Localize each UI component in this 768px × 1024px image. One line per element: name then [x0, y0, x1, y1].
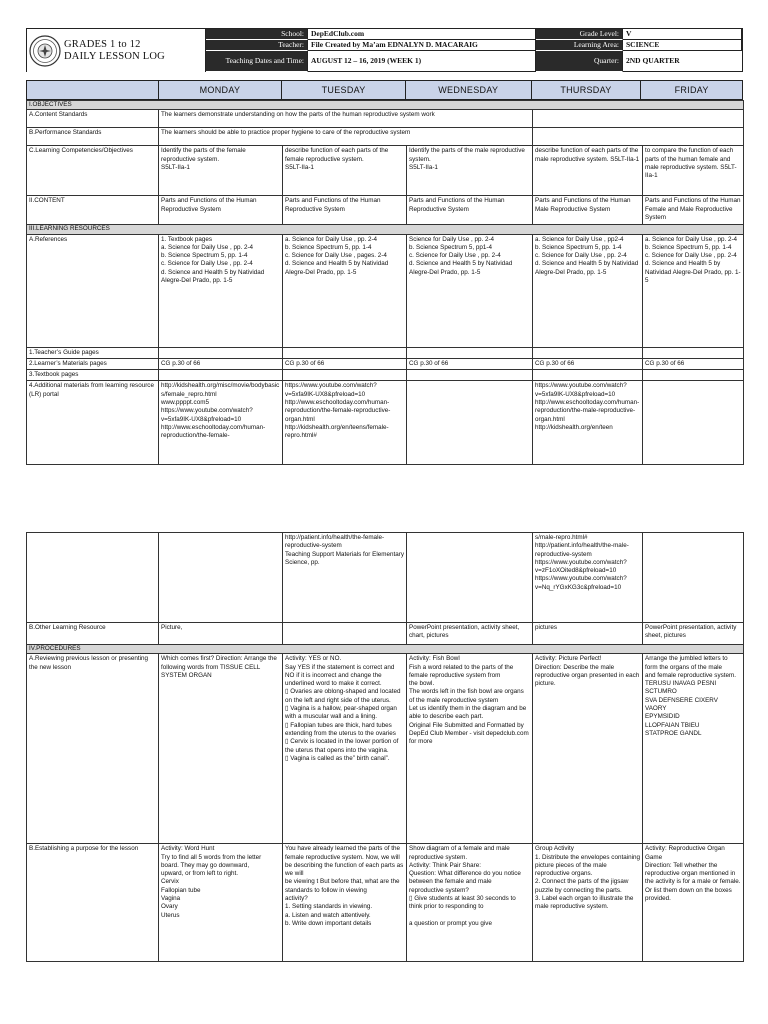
row-label: A.References: [27, 234, 159, 347]
row-label: B.Performance Standards: [27, 128, 159, 146]
document-header: [26, 28, 743, 72]
grade-value: V: [623, 29, 742, 40]
header-fields: [206, 29, 742, 72]
table-cell: a. Science for Daily Use , pp. 2-4 b. Science Spectrum 5, pp. 1-4 c. Science for Daily Use , pages. 2-4 d. Science and Health 5 by Natividad Alegre-Del Prado, pp. 1-5: [283, 234, 407, 347]
teacher-value: File Created by Ma’am EDNALYN D. MACARAIG: [308, 40, 536, 51]
table-cell: CG p.30 of 66: [643, 358, 744, 369]
table-cell: s/male-repro.html# http://patient.info/health/the-male-reproductive-system https://www.youtube.com/watch?v=zF1oXOited8&pfreload=10 https://www.youtube.com/watch?v=Nq_rYGxKG3c&pfreload=10: [533, 533, 643, 623]
row-label: B.Other Learning Resource: [27, 623, 159, 645]
table-cell: [159, 347, 283, 358]
table-cell: PowerPoint presentation, activity sheet, pictures: [643, 623, 744, 645]
day-header-row: [26, 80, 743, 100]
table-cell: Picture,: [159, 623, 283, 645]
teacher-label: Teacher:: [206, 40, 308, 51]
table-cell: Group Activity 1. Distribute the envelopes containing picture pieces of the male reproductive organs. 2. Connect the parts of the jigsaw puzzle by connecting the parts. 3. Label each organ to illustrate the male reproductive system.: [533, 844, 643, 962]
table-cell: Identify the parts of the female reproductive system. S5LT-IIa-1: [159, 146, 283, 196]
area-value: SCIENCE: [623, 40, 742, 51]
table-cell: Show diagram of a female and male reproductive system. Activity: Think Pair Share: Question: What difference do you notice between the female and male reproductive system? ▯ Give students at least 30 seconds to think prior to responding to a question or prompt you give: [407, 844, 533, 962]
section-learning-resources: III.LEARNING RESOURCES: [27, 225, 744, 234]
day-thursday: THURSDAY: [532, 81, 642, 99]
day-monday: MONDAY: [159, 81, 283, 99]
section-band: [27, 645, 744, 654]
table-row: [27, 381, 744, 465]
table-row: [27, 196, 744, 225]
table-cell: [283, 347, 407, 358]
table-cell: Science for Daily Use , pp. 2-4 b. Science Spectrum 5, pp1-4 c. Science for Daily Use , pp. 2-4 d. Science and Health 5 by Natividad Alegre-Del Prado, pp. 1-5: [407, 234, 533, 347]
table-cell: Which comes first? Direction: Arrange the following words from TISSUE CELL SYSTEM ORGAN: [159, 654, 283, 844]
performance-standards-text: The learners should be able to practice proper hygiene to care of the reproductive system: [159, 128, 533, 146]
table-cell: a. Science for Daily Use , pp. 2-4 b. Science Spectrum 5, pp. 1-4 c. Science for Daily Use , pp. 2-4 d. Science and Health 5 by Natividad Alegre-Del Prado, pp. 1-5: [643, 234, 744, 347]
table-row: [27, 654, 744, 844]
row-label: B.Establishing a purpose for the lesson: [27, 844, 159, 962]
table-row: [27, 358, 744, 369]
table-cell: Activity: YES or NO. Say YES if the statement is correct and NO if it is incorrect and change the underlined word to make it correct. ▯ Ovaries are oblong-shaped and located on the left and right side of the uterus. ▯ Vagina is a hallow, pear-shaped organ with a muscular wall and a lining. ▯ Fallopian tubes are thick, hard tubes extending from the uterus to the ovaries ▯ Cervix is located in the lower portion of the uterus that opens into the vagina. ▯ Vagina is called as the” birth canal”.: [283, 654, 407, 844]
table-cell: CG p.30 of 66: [159, 358, 283, 369]
table-cell: [159, 533, 283, 623]
table-row: [27, 623, 744, 645]
day-friday: FRIDAY: [641, 81, 742, 99]
lesson-table-page-1: [26, 100, 744, 465]
table-cell: describe function of each parts of the male reproductive system. S5LT-IIa-1: [533, 146, 643, 196]
sheet-page-2: [26, 532, 743, 962]
table-cell: Activity: Fish Bowl Fish a word related to the parts of the female reproductive system from the bowl. The words left in the fish bowl are organs of the male reproductive system Let us identify them in the diagram and be able to describe each part. Original File Submitted and Formatted by DepEd Club Member - visit depedclub.com for more: [407, 654, 533, 844]
row-label: C.Learning Competencies/Objectives: [27, 146, 159, 196]
table-row: [27, 128, 744, 146]
table-cell: Parts and Functions of the Human Reproductive System: [283, 196, 407, 225]
deped-seal-icon: [29, 35, 61, 67]
day-tuesday: TUESDAY: [282, 81, 406, 99]
table-cell: http://kidshealth.org/misc/movie/bodybasics/female_repro.html www.ppppt.com5 https://www.youtube.com/watch?v=5xfa9IK-UX8&pfreload=10 http://www.eschooltoday.com/human-reproduction/the-female-: [159, 381, 283, 465]
table-row: [27, 234, 744, 347]
title-line-1: GRADES 1 to 12: [64, 38, 141, 50]
table-row: [27, 370, 744, 381]
table-cell: Arrange the jumbled letters to form the organs of the male and female reproductive system. TERUSU INAVAG PESNI SCTUMRO SVA DEFNSERE CIXERV VAORY EPYMSIDID LLOPFAIAN TBIEU STATPROE GANDL: [643, 654, 744, 844]
table-cell: [407, 347, 533, 358]
table-row: [27, 110, 744, 128]
table-cell: https://www.youtube.com/watch?v=5xfa9IK-UX8&pfreload=10 http://www.eschooltoday.com/human-reproduction/the-male-reproductive-organ.html http://kidshealth.org/en/teen: [533, 381, 643, 465]
table-cell: [533, 347, 643, 358]
area-label: Learning Area:: [536, 40, 623, 51]
table-cell: [643, 370, 744, 381]
table-row: [27, 844, 744, 962]
day-wednesday: WEDNESDAY: [406, 81, 532, 99]
table-cell: CG p.30 of 66: [533, 358, 643, 369]
row-label: A.Reviewing previous lesson or presenting the new lesson: [27, 654, 159, 844]
table-cell: Parts and Functions of the Human Reproductive System: [159, 196, 283, 225]
table-cell: You have already learned the parts of the female reproductive system. Now, we will be describing the function of each parts as we will be viewing t But before that, what are the standards to follow in viewing activity? 1. Setting standards in viewing. a. Listen and watch attentively. b. Write down important details: [283, 844, 407, 962]
table-cell: CG p.30 of 66: [283, 358, 407, 369]
content-standards-text: The learners demonstrate understanding on how the parts of the human reproductive system work: [159, 110, 533, 128]
table-cell: Activity: Reproductive Organ Game Direction: Tell whether the reproductive organ mentioned in the activity is for a male or female. Or list them down on the boxes provided.: [643, 844, 744, 962]
table-cell: Activity: Picture Perfect! Direction: Describe the male reproductive organ presented in each picture.: [533, 654, 643, 844]
table-cell: [407, 381, 533, 465]
table-row: [27, 146, 744, 196]
empty-cell: [533, 128, 744, 146]
table-row: [27, 347, 744, 358]
school-value: DepEdClub.com: [308, 29, 536, 40]
table-cell: [283, 370, 407, 381]
dates-value: AUGUST 12 – 16, 2019 (WEEK 1): [308, 51, 536, 72]
section-procedures: IV.PROCEDURES: [27, 645, 744, 654]
day-header-blank: [27, 81, 159, 99]
table-cell: [643, 533, 744, 623]
table-cell: Parts and Functions of the Human Female and Male Reproductive System: [643, 196, 744, 225]
table-cell: [533, 370, 643, 381]
table-cell: Parts and Functions of the Human Reproductive System: [407, 196, 533, 225]
table-cell: PowerPoint presentation, activity sheet, chart, pictures: [407, 623, 533, 645]
empty-cell: [533, 110, 744, 128]
table-cell: http://patient.info/health/the-female-reproductive-system Teaching Support Materials for Elementary Science, pp.: [283, 533, 407, 623]
sheet-page-1: [26, 28, 743, 465]
row-label: 3.Textbook pages: [27, 370, 159, 381]
table-cell: [159, 370, 283, 381]
dates-label: Teaching Dates and Time:: [206, 51, 308, 72]
row-label: 4.Additional materials from learning resource (LR) portal: [27, 381, 159, 465]
row-label: 1.Teacher’s Guide pages: [27, 347, 159, 358]
table-cell: a. Science for Daily Use , pp2-4 b. Science Spectrum 5, pp. 1-4 c. Science for Daily Use , pp. 2-4 d. Science and Health 5 by Natividad Alegre-Del Prado, pp. 1-5: [533, 234, 643, 347]
table-cell: CG p.30 of 66: [407, 358, 533, 369]
row-label: [27, 533, 159, 623]
table-cell: Identify the parts of the male reproductive system. S5LT-IIa-1: [407, 146, 533, 196]
table-row: [27, 533, 744, 623]
table-cell: https://www.youtube.com/watch?v=5xfa9IK-UX8&pfreload=10 http://www.eschooltoday.com/human-reproduction/the-female-reproductive-organ.html http://kidshealth.org/en/teens/female-repro.html#: [283, 381, 407, 465]
section-band: [27, 101, 744, 110]
table-cell: [643, 347, 744, 358]
school-label: School:: [206, 29, 308, 40]
table-cell: [283, 623, 407, 645]
table-cell: Parts and Functions of the Human Male Reproductive System: [533, 196, 643, 225]
table-cell: 1. Textbook pages a. Science for Daily Use , pp. 2-4 b. Science Spectrum 5, pp. 1-4 c. Science for Daily Use , pp. 2-4 d. Science and Health 5 by Natividad Alegre-Del Prado, pp. 1-5: [159, 234, 283, 347]
table-cell: [407, 533, 533, 623]
table-cell: pictures: [533, 623, 643, 645]
quarter-value: 2ND QUARTER: [623, 51, 742, 72]
row-label: 2.Learner’s Materials pages: [27, 358, 159, 369]
header-brand: [27, 29, 206, 72]
table-cell: to compare the function of each parts of the human female and male reproductive system. S5LT-IIa-1: [643, 146, 744, 196]
table-cell: [407, 370, 533, 381]
row-label: II.CONTENT: [27, 196, 159, 225]
table-cell: [643, 381, 744, 465]
document-title: [64, 39, 165, 63]
table-cell: describe function of each parts of the female reproductive system. S5LT-IIa-1: [283, 146, 407, 196]
row-label: A.Content Standards: [27, 110, 159, 128]
title-line-2: DAILY LESSON LOG: [64, 50, 165, 62]
table-cell: Activity: Word Hunt Try to find all 5 words from the letter board. They may go downward, upward, or from left to right. Cervix Fallopian tube Vagina Ovary Uterus: [159, 844, 283, 962]
quarter-label: Quarter:: [536, 51, 623, 72]
section-objectives: I.OBJECTIVES: [27, 101, 744, 110]
grade-label: Grade Level:: [536, 29, 623, 40]
section-band: [27, 225, 744, 234]
lesson-table-page-2: [26, 532, 744, 962]
